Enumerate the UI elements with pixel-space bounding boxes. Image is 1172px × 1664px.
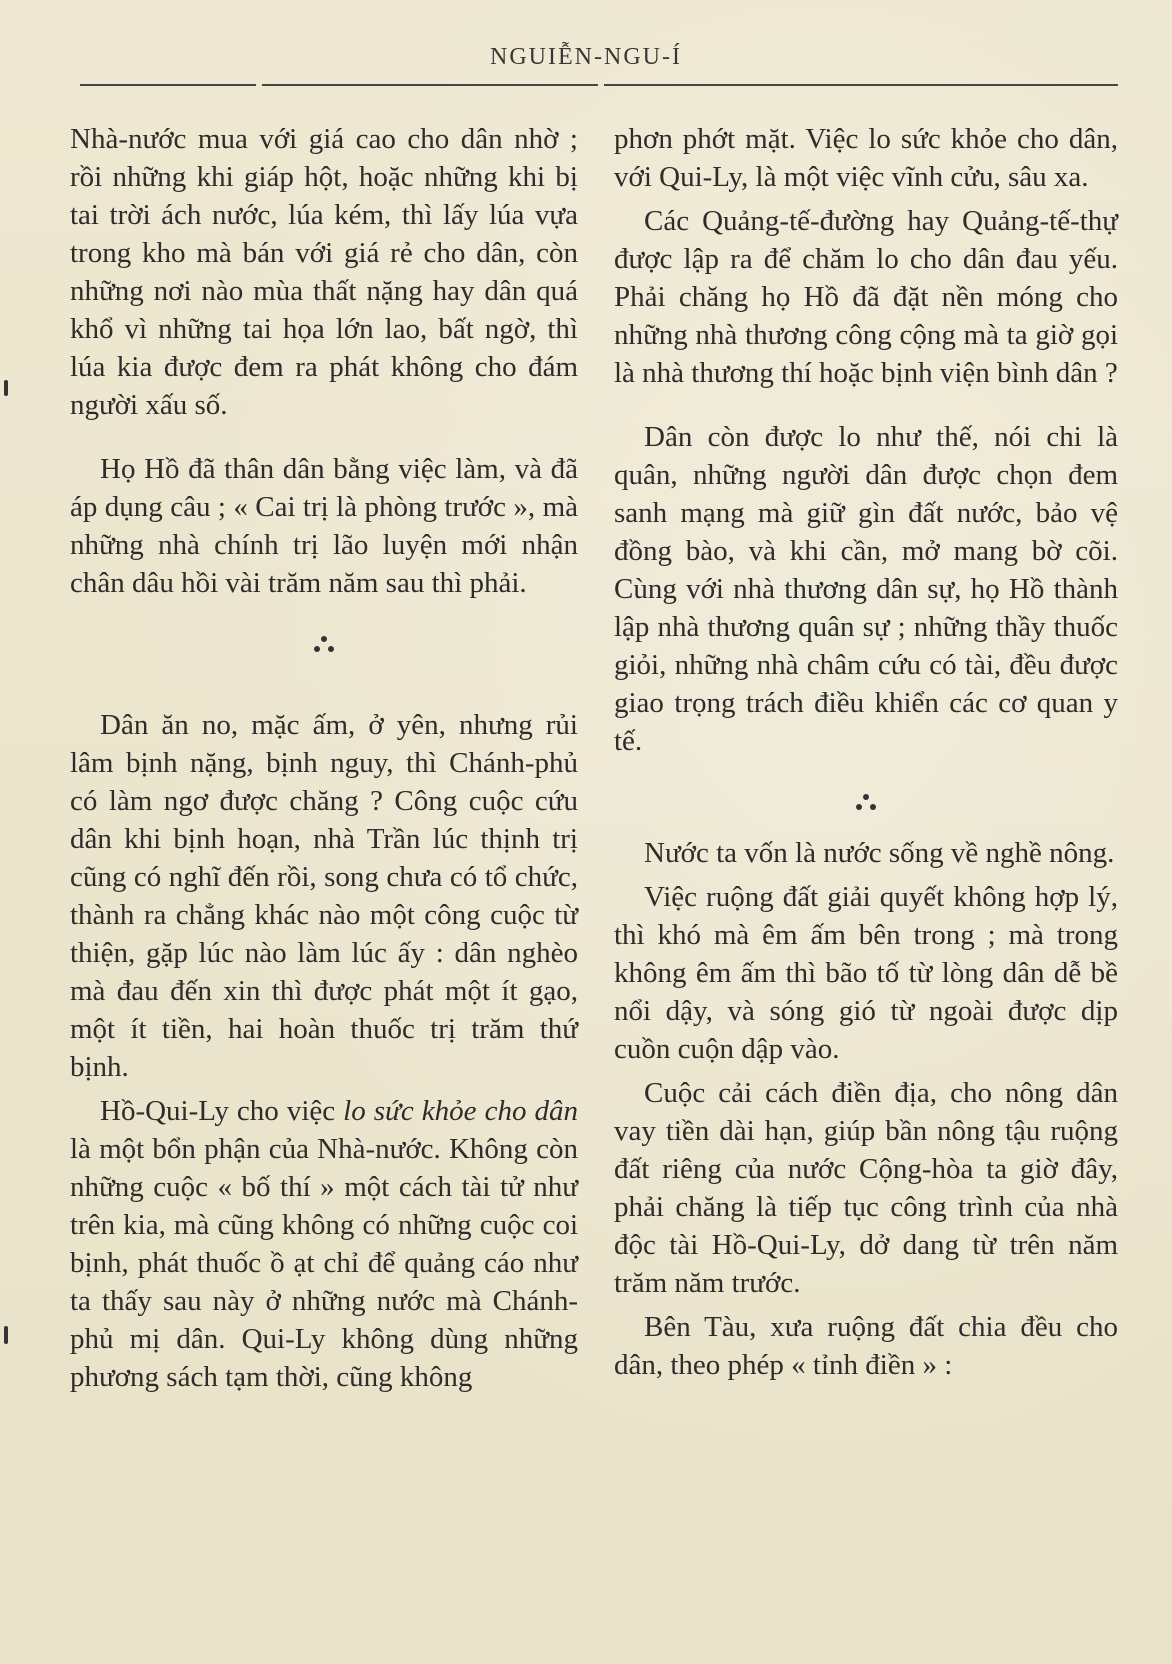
running-title: NGUIỄN-NGU-Í	[490, 44, 682, 70]
paragraph: Bên Tàu, xưa ruộng đất chia đều cho dân, theo phép « tỉnh điền » :	[614, 1311, 1118, 1381]
paragraph: Dân ăn no, mặc ấm, ở yên, nhưng rủi lâm bịnh nặng, bịnh nguy, thì Chánh-phủ có làm ngơ được chăng ? Công cuộc cứu dân khi bịnh hoạn, nhà Trần lúc thịnh trị cũng có nghĩ đến rồi, song chưa có tổ chức, thành ra chẳng khác nào một công cuộc từ thiện, gặp lúc nào làm lúc ấy : dân nghèo mà đau đến xin thì được phát một ít gạo, một ít tiền, hai hoàn thuốc trị trăm thứ bịnh.	[70, 709, 578, 1083]
margin-mark-top	[4, 380, 8, 396]
paragraph: Dân còn được lo như thế, nói chi là quân, những người dân được chọn đem sanh mạng mà giữ gìn đất nước, bảo vệ đồng bào, và khi cần, mở mang bờ cõi. Cùng với nhà thương dân sự, họ Hồ thành lập nhà thương quân sự ; những thầy thuốc giỏi, những nhà châm cứu có tài, đều được giao trọng trách điều khiển các cơ quan y tế.	[614, 421, 1118, 757]
paragraph: phơn phớt mặt. Việc lo sức khỏe cho dân, với Qui-Ly, là một việc vĩnh cửu, sâu xa.	[614, 123, 1118, 193]
header-rule-right	[604, 84, 1118, 86]
paragraph: Cuộc cải cách điền địa, cho nông dân vay tiền dài hạn, giúp bần nông tậu ruộng đất riêng của nước Cộng-hòa ta giờ đây, phải chăng là tiếp tục công trình của nhà độc tài Hồ-Qui-Ly, dở dang từ trên năm trăm năm trước.	[614, 1077, 1118, 1299]
paragraph: Việc ruộng đất giải quyết không hợp lý, thì khó mà êm ấm bên trong ; mà trong không êm ấm thì bão tố từ lòng dân dễ bề nổi dậy, và sóng gió từ ngoài được dịp cuồn cuộn dập vào.	[614, 881, 1118, 1065]
paragraph: Nước ta vốn là nước sống về nghề nông.	[644, 837, 1115, 869]
section-separator	[70, 628, 578, 688]
italic-phrase: lo sức khỏe cho dân	[343, 1095, 578, 1127]
paragraph-text: Hồ-Qui-Ly cho việc	[100, 1095, 344, 1127]
paragraph	[70, 1092, 578, 1396]
right-column	[614, 120, 1118, 1390]
left-column	[70, 120, 578, 1422]
paragraph: Các Quảng-tế-đường hay Quảng-tế-thự được lập ra để chăm lo cho dân đau yếu. Phải chăng họ Hồ đã đặt nền móng cho những nhà thương công cộng mà ta giờ gọi là nhà thương thí hoặc bịnh viện bình dân ?	[614, 205, 1118, 389]
header-rule-left	[80, 84, 256, 86]
asterism-icon	[854, 794, 878, 814]
paragraph-text: là một bổn phận của Nhà-nước. Không còn những cuộc « bố thí » một cách tài tử như trên kia, mà cũng không có những cuộc coi bịnh, phát thuốc ồ ạt chỉ để quảng cáo như ta thấy sau này ở những nước mà Chánh-phủ mị dân. Qui-Ly không dùng những phương sách tạm thời, cũng không	[70, 1133, 578, 1393]
paragraph: Họ Hồ đã thân dân bằng việc làm, và đã áp dụng câu ; « Cai trị là phòng trước », mà những nhà chính trị lão luyện mới nhận chân dâu hồi vài trăm năm sau thì phải.	[70, 453, 578, 599]
asterism-icon	[312, 636, 336, 656]
header-rule-middle	[262, 84, 598, 86]
margin-mark-bottom	[4, 1326, 8, 1344]
section-separator	[614, 786, 1118, 830]
paragraph: Nhà-nước mua với giá cao cho dân nhờ ; rồi những khi giáp hột, hoặc những khi bị tai trời ách nước, lúa kém, thì lấy lúa vựa trong kho mà bán với giá rẻ cho dân, còn những nơi nào mùa thất nặng hay dân quá khổ vì những tai họa lớn lao, bất ngờ, thì lúa kia được đem ra phát không cho đám người xấu số.	[70, 123, 578, 421]
